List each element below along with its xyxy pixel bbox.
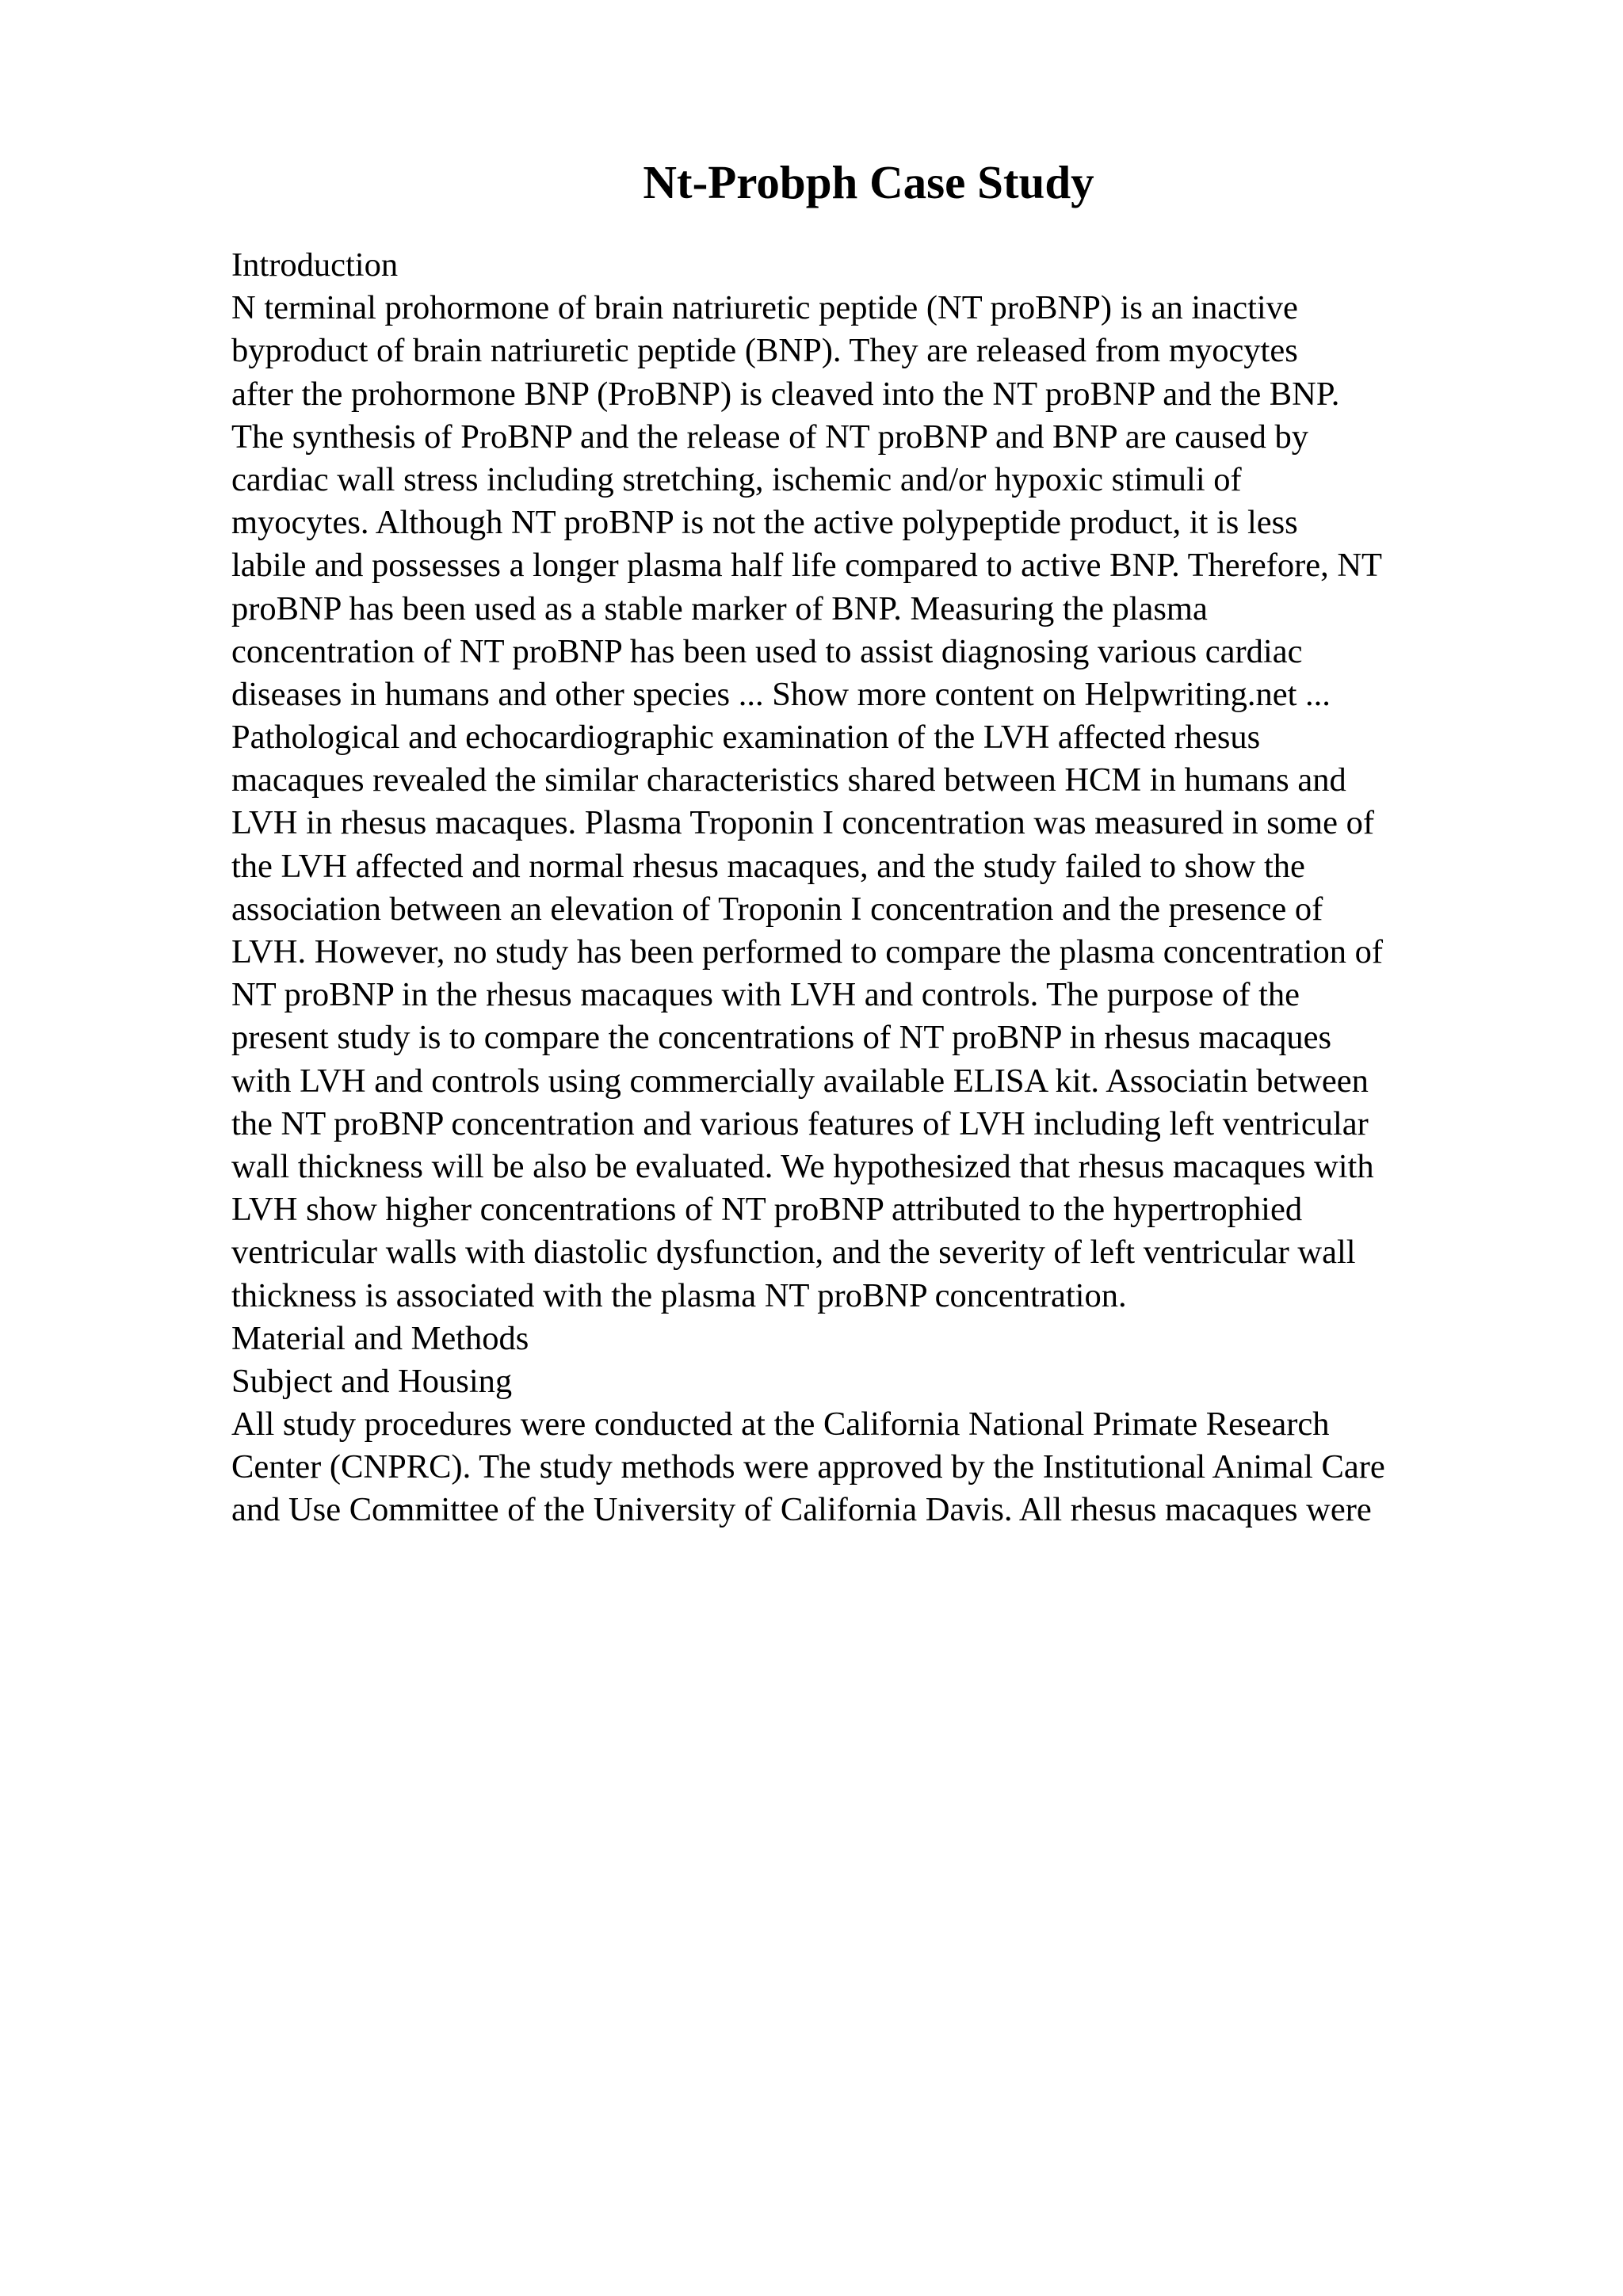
section-heading-introduction: Introduction bbox=[231, 246, 399, 284]
text-line: the NT proBNP concentration and various features of LVH including left ventricular bbox=[231, 1104, 1369, 1142]
text-line: LVH in rhesus macaques. Plasma Troponin I concentration was measured in some of bbox=[231, 804, 1374, 842]
text-line: Pathological and echocardiographic examination of the LVH affected rhesus bbox=[231, 719, 1261, 757]
text-line: NT proBNP in the rhesus macaques with LVH and controls. The purpose of the bbox=[231, 976, 1300, 1014]
text-line: myocytes. Although NT proBNP is not the active polypeptide product, it is less bbox=[231, 504, 1298, 542]
text-line: All study procedures were conducted at the California National Primate Research bbox=[231, 1405, 1330, 1444]
text-line: macaques revealed the similar characteristics shared between HCM in humans and bbox=[231, 761, 1346, 799]
text-line: ventricular walls with diastolic dysfunction, and the severity of left ventricular wall bbox=[231, 1234, 1356, 1272]
text-line: proBNP has been used as a stable marker of BNP. Measuring the plasma bbox=[231, 589, 1208, 627]
text-line: byproduct of brain natriuretic peptide (BNP). They are released from myocytes bbox=[231, 332, 1298, 370]
text-line: The synthesis of ProBNP and the release of NT proBNP and BNP are caused by bbox=[231, 418, 1308, 456]
text-line: present study is to compare the concentrations of NT proBNP in rhesus macaques bbox=[231, 1019, 1332, 1057]
text-line: labile and possesses a longer plasma half life compared to active BNP. Therefore, NT bbox=[231, 547, 1383, 585]
text-line: the LVH affected and normal rhesus macaques, and the study failed to show the bbox=[231, 847, 1305, 885]
text-line: diseases in humans and other species ... Show more content on Helpwriting.net ... bbox=[231, 675, 1331, 713]
text-line: with LVH and controls using commercially available ELISA kit. Associatin between bbox=[231, 1062, 1369, 1100]
text-line: cardiac wall stress including stretching, ischemic and/or hypoxic stimuli of bbox=[231, 460, 1242, 498]
document-title: Nt-Probph Case Study bbox=[643, 156, 1094, 208]
section-heading-material-methods: Material and Methods bbox=[231, 1319, 529, 1357]
text-line: wall thickness will be also be evaluated. We hypothesized that rhesus macaques with bbox=[231, 1147, 1374, 1185]
text-line: association between an elevation of Troponin I concentration and the presence of bbox=[231, 890, 1323, 928]
text-line: Center (CNPRC). The study methods were approved by the Institutional Animal Care bbox=[231, 1448, 1385, 1486]
text-line: LVH. However, no study has been performed to compare the plasma concentration of bbox=[231, 933, 1384, 971]
subsection-heading-subject-housing: Subject and Housing bbox=[231, 1362, 513, 1400]
text-line: N terminal prohormone of brain natriuretic peptide (NT proBNP) is an inactive bbox=[231, 289, 1298, 327]
text-line: LVH show higher concentrations of NT proBNP attributed to the hypertrophied bbox=[231, 1191, 1303, 1229]
document-body bbox=[231, 244, 1531, 1532]
text-line: and Use Committee of the University of California Davis. All rhesus macaques were bbox=[231, 1491, 1372, 1529]
text-line: concentration of NT proBNP has been used to assist diagnosing various cardiac bbox=[231, 632, 1303, 670]
text-line: thickness is associated with the plasma NT proBNP concentration. bbox=[231, 1276, 1127, 1314]
text-line: after the prohormone BNP (ProBNP) is cleaved into the NT proBNP and the BNP. bbox=[231, 375, 1340, 413]
